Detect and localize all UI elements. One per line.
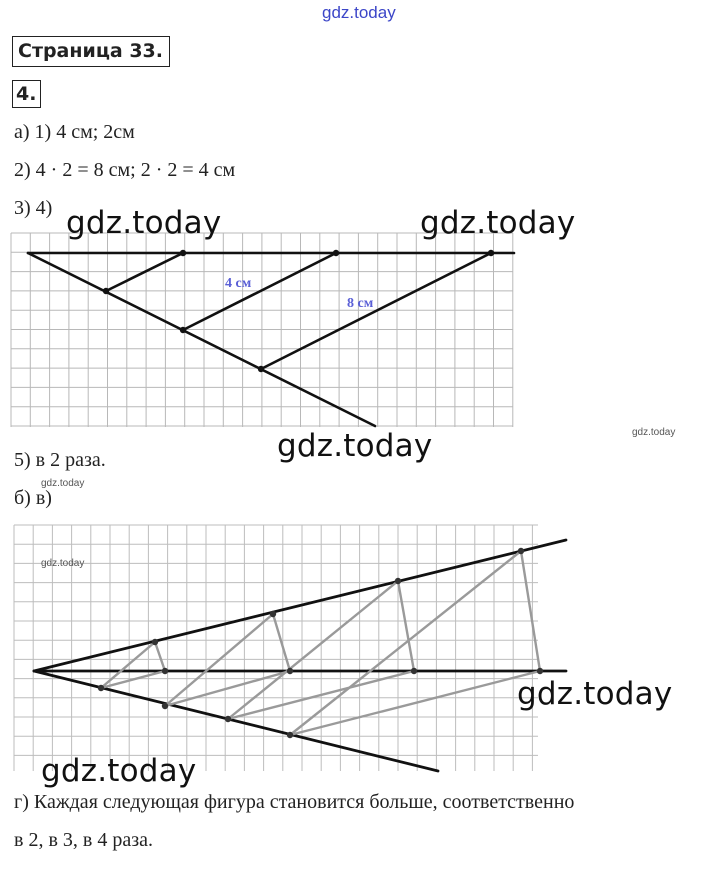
watermark-small-2: gdz.today [41, 478, 85, 489]
point [162, 668, 168, 674]
figure-1-lines [28, 253, 514, 426]
answer-g-line2: в 2, в 3, в 4 раза. [14, 829, 153, 851]
point [395, 578, 401, 584]
parallel-segment-2 [183, 253, 336, 330]
answer-g-line1: г) Каждая следующая фигура становится больше, соответственно [14, 791, 575, 813]
answer-b: б) в) [14, 487, 52, 509]
watermark-4: gdz.today [517, 676, 673, 712]
point [488, 250, 494, 256]
grid-2 [14, 525, 538, 771]
triangle-1 [101, 642, 165, 688]
grid-1 [11, 233, 513, 427]
watermark-small-1: gdz.today [632, 427, 676, 438]
point [518, 548, 524, 554]
point [287, 668, 293, 674]
point [180, 327, 186, 333]
point [411, 668, 417, 674]
point [333, 250, 339, 256]
point [162, 703, 168, 709]
watermark-1: gdz.today [66, 205, 222, 241]
point [270, 611, 276, 617]
watermark-3: gdz.today [277, 428, 433, 464]
point [537, 668, 543, 674]
point [258, 366, 264, 372]
triangle-2 [165, 614, 290, 706]
segment-label-8cm: 8 см [347, 296, 374, 311]
ray-upper [34, 540, 566, 671]
watermark-top: gdz.today [322, 3, 396, 22]
page-label: Страница 33. [12, 36, 170, 67]
point [287, 732, 293, 738]
point [180, 250, 186, 256]
answer-a3: 3) 4) [14, 197, 53, 219]
answer-a2: 2) 4 · 2 = 8 см; 2 · 2 = 4 см [14, 159, 236, 181]
point [98, 685, 104, 691]
point [152, 639, 158, 645]
answer-a1: а) 1) 4 см; 2см [14, 121, 135, 143]
point [225, 716, 231, 722]
watermark-2: gdz.today [420, 205, 576, 241]
watermark-small-3: gdz.today [41, 558, 85, 569]
task-number: 4. [12, 80, 41, 108]
angle-bottom-side [28, 253, 375, 426]
parallel-segment-3 [261, 253, 491, 369]
watermark-5: gdz.today [41, 753, 197, 789]
point [103, 288, 109, 294]
segment-label-4cm: 4 см [225, 276, 252, 291]
answer-a5: 5) в 2 раза. [14, 449, 106, 471]
